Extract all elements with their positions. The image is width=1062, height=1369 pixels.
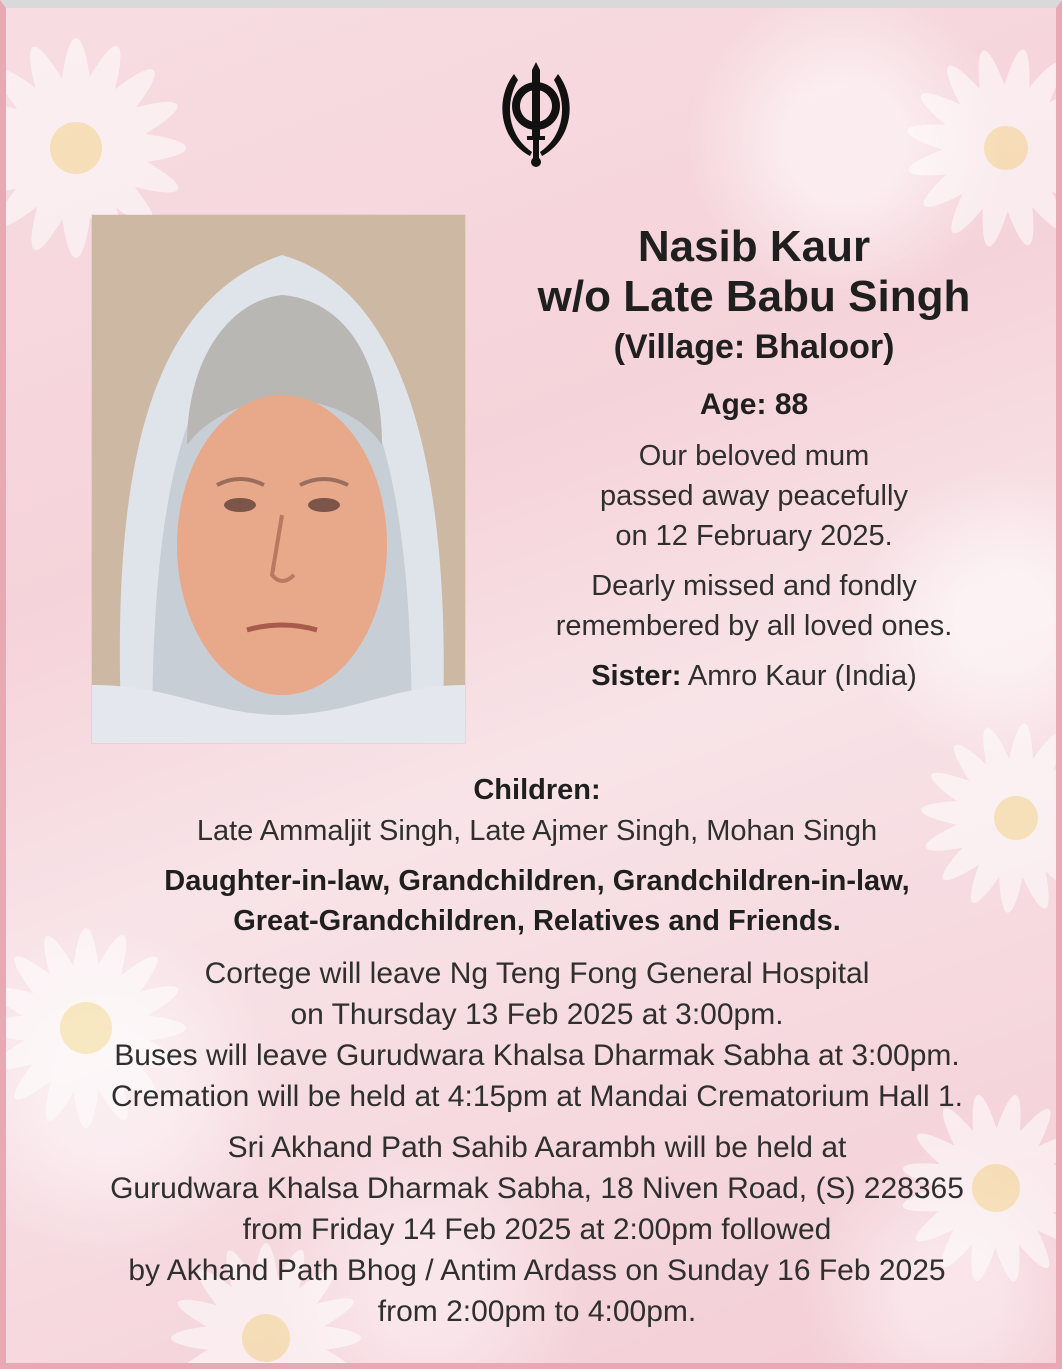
family-line: Daughter-in-law, Grandchildren, Grandchildren-in-law, xyxy=(164,865,910,897)
passing-message xyxy=(484,436,1024,556)
message-line: Dearly missed and fondly xyxy=(591,570,917,602)
funeral-line: on Thursday 13 Feb 2025 at 3:00pm. xyxy=(290,998,784,1031)
message-line: passed away peacefully xyxy=(600,480,908,512)
message-line: Our beloved mum xyxy=(638,440,870,472)
deceased-details xyxy=(484,222,1024,693)
village: (Village: Bhaloor) xyxy=(613,328,895,366)
deceased-name: Nasib Kaur xyxy=(637,222,871,271)
children-title: Children: xyxy=(473,774,601,806)
spouse-relation: w/o Late Babu Singh xyxy=(537,272,971,321)
funeral-line: Buses will leave Gurudwara Khalsa Dharmak Sabha at 3:00pm. xyxy=(114,1039,960,1072)
khanda-icon xyxy=(500,60,572,172)
funeral-arrangements xyxy=(6,953,1062,1117)
prayer-line: by Akhand Path Bhog / Antim Ardass on Sunday 16 Feb 2025 xyxy=(128,1254,946,1287)
sister-label: Sister: xyxy=(591,660,682,692)
portrait-photo xyxy=(92,215,465,743)
sister-value: Amro Kaur (India) xyxy=(681,660,917,692)
message-line: on 12 February 2025. xyxy=(615,520,893,552)
funeral-line: Cortege will leave Ng Teng Fong General Hospital xyxy=(204,957,870,990)
children-list: Late Ammaljit Singh, Late Ajmer Singh, Mohan Singh xyxy=(196,815,878,847)
message-line: remembered by all loved ones. xyxy=(555,610,953,642)
prayer-service xyxy=(6,1127,1062,1332)
family-members xyxy=(6,861,1062,941)
prayer-line: from 2:00pm to 4:00pm. xyxy=(377,1295,697,1328)
family-line: Great-Grandchildren, Relatives and Friends. xyxy=(233,905,841,937)
family-and-service-details xyxy=(6,774,1062,1332)
prayer-line: Sri Akhand Path Sahib Aarambh will be held at xyxy=(227,1131,847,1164)
prayer-line: Gurudwara Khalsa Dharmak Sabha, 18 Niven Road, (S) 228365 xyxy=(110,1172,964,1205)
age: Age: 88 xyxy=(699,388,809,421)
sister-line xyxy=(484,660,1024,693)
remembrance-message xyxy=(484,566,1024,646)
prayer-line: from Friday 14 Feb 2025 at 2:00pm followed xyxy=(242,1213,832,1246)
funeral-line: Cremation will be held at 4:15pm at Mandai Crematorium Hall 1. xyxy=(110,1080,964,1113)
